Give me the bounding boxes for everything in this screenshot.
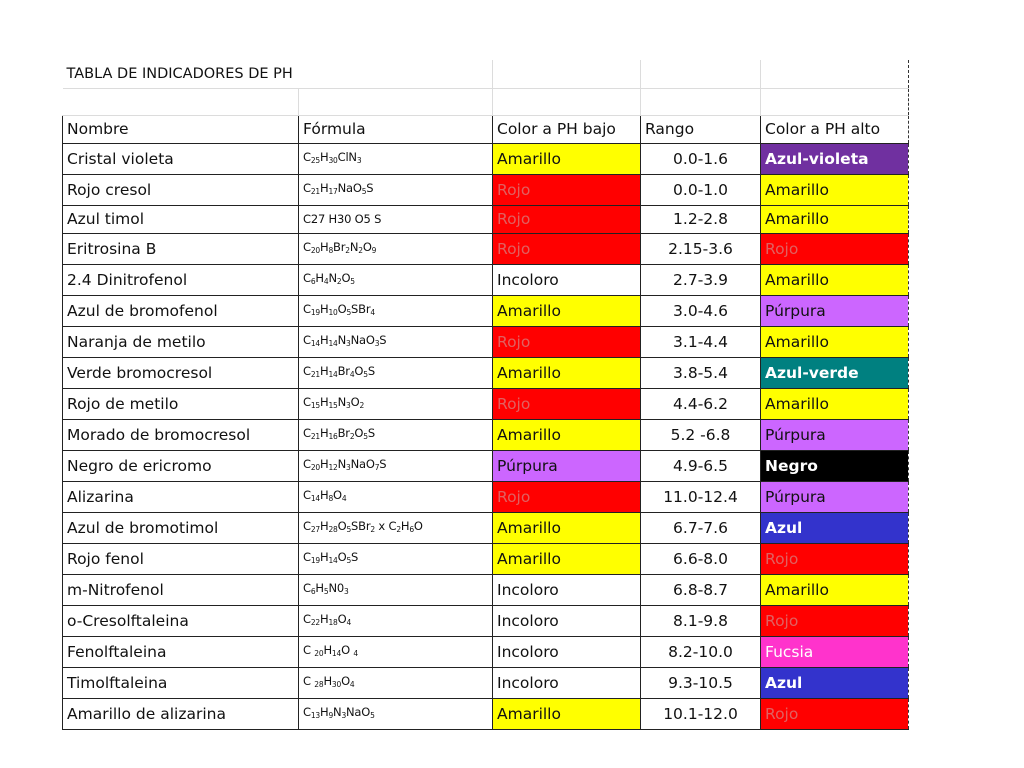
ph-range: 3.8-5.4 <box>641 358 761 389</box>
indicator-formula: $C_{19}H_{10}O_5SBr_4$ <box>299 296 493 327</box>
indicator-name: Verde bromocresol <box>63 358 299 389</box>
ph-range: 2.15-3.6 <box>641 234 761 265</box>
table-row <box>63 389 909 420</box>
table-row <box>63 206 909 234</box>
low-ph-color: Rojo <box>493 234 641 265</box>
header-range: Rango <box>641 116 761 144</box>
indicator-formula: $C_{20}H_8Br_2N_2O_9$ <box>299 234 493 265</box>
low-ph-color: Amarillo <box>493 544 641 575</box>
indicator-name: Azul de bromofenol <box>63 296 299 327</box>
empty-cell <box>641 60 761 89</box>
indicator-formula: $C_{14}H_8O_4$ <box>299 482 493 513</box>
table-row <box>63 668 909 699</box>
ph-range: 3.0-4.6 <box>641 296 761 327</box>
high-ph-color: Azul-violeta <box>761 144 909 175</box>
indicator-formula: $C_{20}H_{12}N_3NaO_7S$ <box>299 451 493 482</box>
indicator-name: Timolftaleina <box>63 668 299 699</box>
table-row <box>63 175 909 206</box>
indicator-formula: $C_{15}H_{15}N_3O_2$ <box>299 389 493 420</box>
indicator-formula: C27 H30 O5 S <box>299 206 493 234</box>
empty-cell <box>493 89 641 116</box>
header-low-color: Color a PH bajo <box>493 116 641 144</box>
indicator-name: Rojo de metilo <box>63 389 299 420</box>
header-row <box>63 116 909 144</box>
low-ph-color: Amarillo <box>493 296 641 327</box>
indicator-name: Azul de bromotimol <box>63 513 299 544</box>
indicator-formula: $C_6H_4N_2O_5$ <box>299 265 493 296</box>
low-ph-color: Rojo <box>493 482 641 513</box>
high-ph-color: Púrpura <box>761 482 909 513</box>
table-row <box>63 513 909 544</box>
ph-range: 10.1-12.0 <box>641 699 761 730</box>
low-ph-color: Amarillo <box>493 358 641 389</box>
spacer-row <box>63 89 909 116</box>
indicator-name: Negro de ericromo <box>63 451 299 482</box>
high-ph-color: Rojo <box>761 544 909 575</box>
indicator-formula: $C_{21}H_{17}NaO_5S$ <box>299 175 493 206</box>
header-high-color: Color a PH alto <box>761 116 909 144</box>
high-ph-color: Amarillo <box>761 265 909 296</box>
table-row <box>63 327 909 358</box>
indicator-name: o-Cresolftaleina <box>63 606 299 637</box>
empty-cell <box>299 89 493 116</box>
indicator-formula: $C_{25}H_{30}ClN_3$ <box>299 144 493 175</box>
high-ph-color: Azul-verde <box>761 358 909 389</box>
low-ph-color: Rojo <box>493 327 641 358</box>
table-row <box>63 637 909 668</box>
indicator-formula: $C_{22}H_{18}O_4$ <box>299 606 493 637</box>
table-title: TABLA DE INDICADORES DE PH <box>63 60 493 89</box>
table-row <box>63 420 909 451</box>
high-ph-color: Amarillo <box>761 175 909 206</box>
table-row <box>63 544 909 575</box>
high-ph-color: Púrpura <box>761 420 909 451</box>
indicator-name: Fenolftaleina <box>63 637 299 668</box>
table-row <box>63 358 909 389</box>
indicator-name: Naranja de metilo <box>63 327 299 358</box>
ph-range: 4.9-6.5 <box>641 451 761 482</box>
table-row <box>63 265 909 296</box>
low-ph-color: Incoloro <box>493 575 641 606</box>
low-ph-color: Amarillo <box>493 420 641 451</box>
indicator-formula: $C_6H_5N0_3$ <box>299 575 493 606</box>
table-row <box>63 699 909 730</box>
empty-cell <box>63 89 299 116</box>
ph-range: 8.2-10.0 <box>641 637 761 668</box>
high-ph-color: Rojo <box>761 699 909 730</box>
ph-range: 4.4-6.2 <box>641 389 761 420</box>
high-ph-color: Fucsia <box>761 637 909 668</box>
ph-indicator-table <box>62 60 909 730</box>
indicator-name: Cristal violeta <box>63 144 299 175</box>
indicator-name: Azul timol <box>63 206 299 234</box>
high-ph-color: Púrpura <box>761 296 909 327</box>
ph-range: 6.8-8.7 <box>641 575 761 606</box>
high-ph-color: Amarillo <box>761 389 909 420</box>
indicator-name: Eritrosina B <box>63 234 299 265</box>
low-ph-color: Rojo <box>493 389 641 420</box>
high-ph-color: Rojo <box>761 234 909 265</box>
low-ph-color: Incoloro <box>493 637 641 668</box>
empty-cell <box>641 89 761 116</box>
table-row <box>63 482 909 513</box>
indicator-formula: C $_{20}H_{14}O$ $_4$ <box>299 637 493 668</box>
header-formula: Fórmula <box>299 116 493 144</box>
low-ph-color: Rojo <box>493 175 641 206</box>
indicator-name: Rojo cresol <box>63 175 299 206</box>
low-ph-color: Incoloro <box>493 606 641 637</box>
indicator-formula: $C_{27}H_{28}O_5SBr_2$ x $C_2H_6O$ <box>299 513 493 544</box>
high-ph-color: Rojo <box>761 606 909 637</box>
ph-range: 1.2-2.8 <box>641 206 761 234</box>
ph-range: 6.7-7.6 <box>641 513 761 544</box>
ph-range: 0.0-1.0 <box>641 175 761 206</box>
low-ph-color: Rojo <box>493 206 641 234</box>
high-ph-color: Amarillo <box>761 206 909 234</box>
ph-range: 9.3-10.5 <box>641 668 761 699</box>
ph-range: 8.1-9.8 <box>641 606 761 637</box>
low-ph-color: Amarillo <box>493 513 641 544</box>
low-ph-color: Amarillo <box>493 144 641 175</box>
high-ph-color: Azul <box>761 513 909 544</box>
indicator-name: Rojo fenol <box>63 544 299 575</box>
ph-range: 2.7-3.9 <box>641 265 761 296</box>
ph-range: 6.6-8.0 <box>641 544 761 575</box>
table-row <box>63 451 909 482</box>
indicator-formula: $C_{13}H_9N_3NaO_5$ <box>299 699 493 730</box>
indicator-name: Alizarina <box>63 482 299 513</box>
indicator-formula: $C_{19}H_{14}O_5S$ <box>299 544 493 575</box>
table-row <box>63 575 909 606</box>
title-row <box>63 60 909 89</box>
header-name: Nombre <box>63 116 299 144</box>
ph-range: 5.2 -6.8 <box>641 420 761 451</box>
high-ph-color: Azul <box>761 668 909 699</box>
spreadsheet <box>62 60 909 730</box>
high-ph-color: Negro <box>761 451 909 482</box>
indicator-formula: $C_{21}H_{16}Br_2O_5S$ <box>299 420 493 451</box>
empty-cell <box>761 60 909 89</box>
low-ph-color: Incoloro <box>493 668 641 699</box>
low-ph-color: Amarillo <box>493 699 641 730</box>
indicator-name: Morado de bromocresol <box>63 420 299 451</box>
ph-range: 3.1-4.4 <box>641 327 761 358</box>
empty-cell <box>761 89 909 116</box>
high-ph-color: Amarillo <box>761 327 909 358</box>
indicator-formula: $C_{21}H_{14}Br_4O_5S$ <box>299 358 493 389</box>
ph-range: 11.0-12.4 <box>641 482 761 513</box>
table-row <box>63 606 909 637</box>
indicator-formula: C $_{28}H_{30}O_4$ <box>299 668 493 699</box>
ph-range: 0.0-1.6 <box>641 144 761 175</box>
table-row <box>63 296 909 327</box>
low-ph-color: Incoloro <box>493 265 641 296</box>
indicator-name: 2.4 Dinitrofenol <box>63 265 299 296</box>
indicator-name: m-Nitrofenol <box>63 575 299 606</box>
table-row <box>63 234 909 265</box>
indicator-name: Amarillo de alizarina <box>63 699 299 730</box>
low-ph-color: Púrpura <box>493 451 641 482</box>
table-row <box>63 144 909 175</box>
empty-cell <box>493 60 641 89</box>
indicator-formula: $C_{14}H_{14}N_3NaO_3S$ <box>299 327 493 358</box>
high-ph-color: Amarillo <box>761 575 909 606</box>
